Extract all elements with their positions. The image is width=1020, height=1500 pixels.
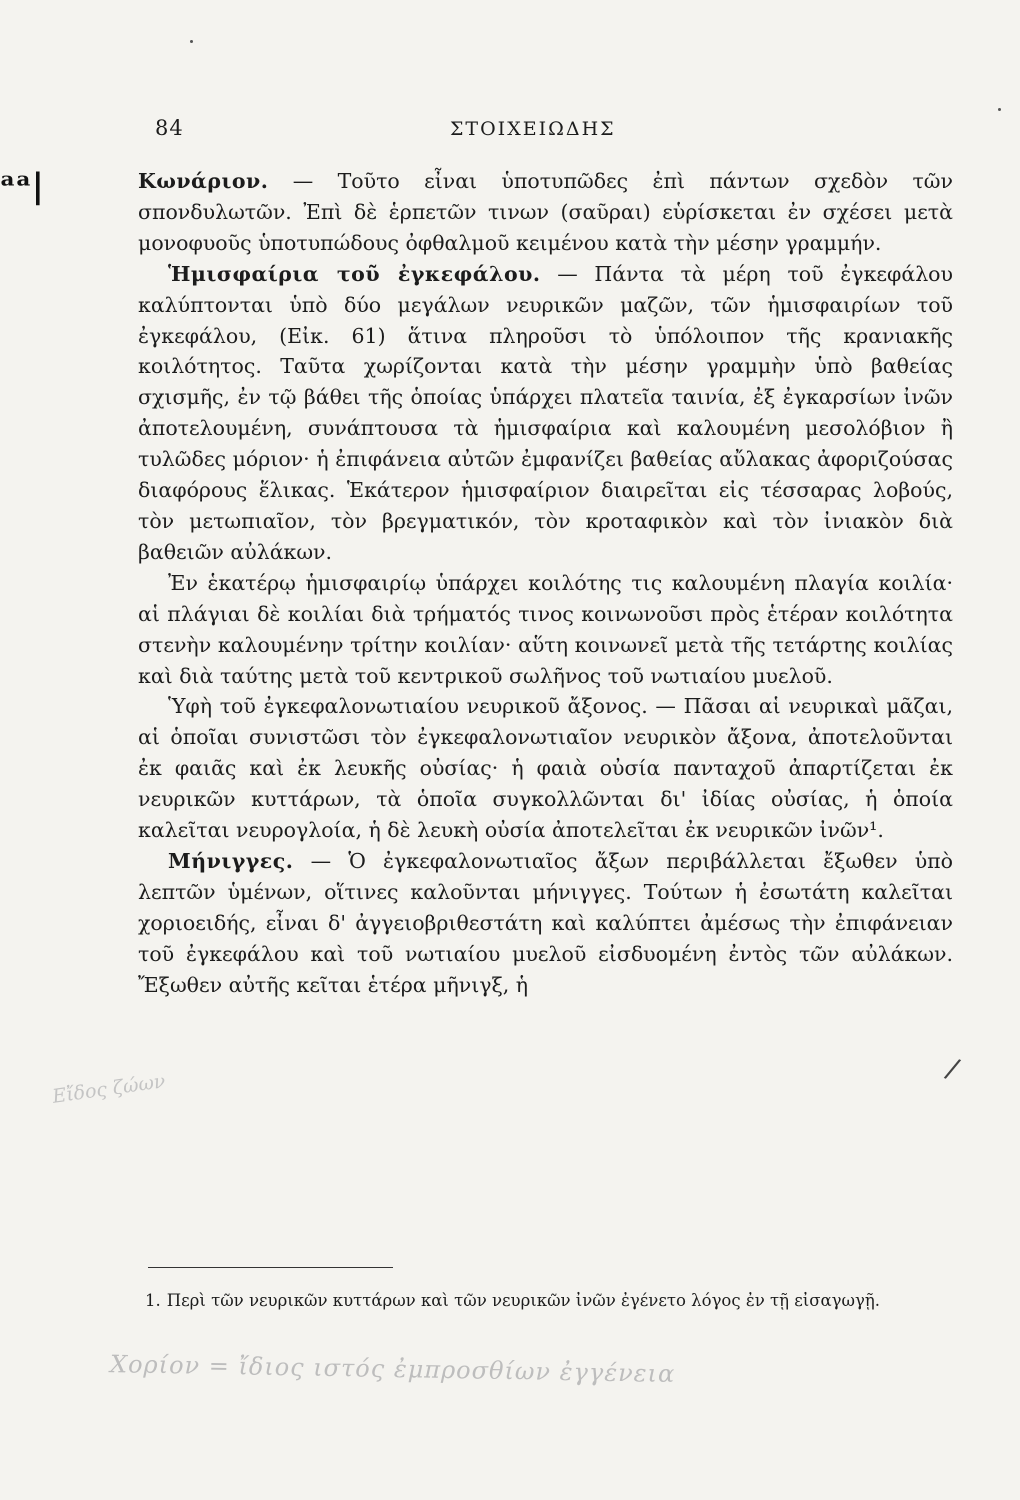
footnote: [145, 1288, 955, 1313]
paragraph-ventricles: [138, 568, 953, 692]
paragraph-text: Ἐν ἑκατέρῳ ἡμισφαιρίῳ ὑπάρχει κοιλότης τις καλουμένη πλαγία κοιλία· αἱ πλάγιαι δὲ κοιλίαι διὰ τρήματός τινος κοινωνοῦσι πρὸς ἑτέραν κοιλότητα στενὴν καλουμένην τρίτην κοιλίαν· αὕτη κοινωνεῖ μετὰ τῆς τετάρτης κοιλίας καὶ διὰ ταύτης μετὰ τοῦ κεντρικοῦ σωλῆνος τοῦ νωτιαίου μυελοῦ.: [138, 570, 953, 688]
speck: [190, 40, 193, 43]
paragraph-meninges: [138, 846, 953, 1001]
running-title: ΣΤΟΙΧΕΙΩΔΗΣ: [450, 118, 616, 140]
paragraph-heading: Κωνάριον.: [138, 169, 269, 193]
paragraph-konarion: [138, 166, 953, 259]
speck: [998, 108, 1001, 111]
paragraph-text: — Ὁ ἐγκεφαλονωτιαῖος ἄξων περιβάλλεται ἔξωθεν ὑπὸ λεπτῶν ὑμένων, οἵτινες καλοῦνται μήνιγγες. Τούτων ἡ ἐσωτάτη καλεῖται χοριοειδής, εἶναι δ' ἀγγειοβριθεστάτη καὶ καλύπτει ἀμέσως τὴν ἐπιφάνειαν τοῦ ἐγκεφάλου καὶ τοῦ νωτιαίου μυελοῦ εἰσδυομένη ἐντὸς τῶν αὐλάκων. Ἔξωθεν αὐτῆς κεῖται ἑτέρα μῆνιγξ, ἡ: [138, 848, 953, 997]
pencil-margin-annotation: Εἴδος ζώων: [51, 1070, 167, 1108]
footnote-text: Περὶ τῶν νευρικῶν κυττάρων καὶ τῶν νευρικῶν ἰνῶν ἐγένετο λόγος ἐν τῇ εἰσαγωγῇ.: [166, 1291, 880, 1310]
page-header: [150, 112, 940, 152]
paragraph-text: — Τοῦτο εἶναι ὑποτυπῶδες ἐπὶ πάντων σχεδὸν τῶν σπονδυλωτῶν. Ἐπὶ δὲ ἑρπετῶν τινων (σαῦραι) εὑρίσκεται ἐν σχέσει μετὰ μονοφυοῦς ὑποτυπώδους ὀφθαλμοῦ κειμένου κατὰ τὴν μέσην γραμμήν.: [138, 169, 953, 255]
body-text: [138, 166, 953, 1000]
footnote-number: 1.: [145, 1291, 161, 1310]
pencil-slash-mark: /: [942, 1051, 964, 1086]
paragraph-heading: Ἡμισφαίρια τοῦ ἐγκεφάλου.: [168, 261, 541, 286]
pencil-bottom-annotation: Χορίον = ἴδιος ιστός ἐμπροσθίων ἐγγένεια: [109, 1350, 676, 1388]
margin-ink-mark: ᵃᵃ|: [0, 166, 45, 206]
paragraph-structure: [138, 691, 953, 846]
paragraph-text: Ὑφὴ τοῦ ἐγκεφαλονωτιαίου νευρικοῦ ἄξονος. — Πᾶσαι αἱ νευρικαὶ μᾶζαι, αἱ ὁποῖαι συνιστῶσι τὸν ἐγκεφαλονωτιαῖον νευρικὸν ἄξονα, ἀποτελοῦνται ἐκ φαιᾶς καὶ ἐκ λευκῆς οὐσίας· ἡ φαιὰ οὐσία πανταχοῦ ἀπαρτίζεται ἐκ νευρικῶν κυττάρων, τὰ ὁποῖα συγκολλῶνται δι' ἰδίας οὐσίας, ἡ ὁποία καλεῖται νευρογλοία, ἡ δὲ λευκὴ οὐσία ἀποτελεῖται ἐκ νευρικῶν ἰνῶν¹.: [138, 694, 953, 843]
paragraph-heading: Μήνιγγες.: [168, 848, 294, 873]
page-number: 84: [155, 116, 184, 140]
paragraph-text: — Πάντα τὰ μέρη τοῦ ἐγκεφάλου καλύπτονται ὑπὸ δύο μεγάλων νευρικῶν μαζῶν, τῶν ἡμισφαιρίων τοῦ ἐγκεφάλου, (Εἰκ. 61) ἅτινα πληροῦσι τὸ ὑπόλοιπον τῆς κρανιακῆς κοιλότητος. Ταῦτα χωρίζονται κατὰ τὴν μέσην γραμμὴν ὑπὸ βαθείας σχισμῆς, ἐν τῷ βάθει τῆς ὁποίας ὑπάρχει πλατεῖα ταινία, ἐξ ἐγκαρσίων ἰνῶν ἀποτελουμένη, συνάπτουσα τὰ ἡμισφαίρια καὶ καλουμένη μεσολόβιον ἢ τυλῶδες μόριον· ἡ ἐπιφάνεια αὐτῶν ἐμφανίζει βαθείας αὔλακας ἀφοριζούσας διαφόρους ἕλικας. Ἑκάτερον ἡμισφαίριον διαιρεῖται εἰς τέσσαρας λοβούς, τὸν μετωπιαῖον, τὸν βρεγματικόν, τὸν κροταφικὸν καὶ τὸν ἰνιακὸν διὰ βαθειῶν αὐλάκων.: [138, 261, 953, 564]
paragraph-hemispheres: [138, 259, 953, 568]
footnote-divider: [148, 1267, 393, 1268]
